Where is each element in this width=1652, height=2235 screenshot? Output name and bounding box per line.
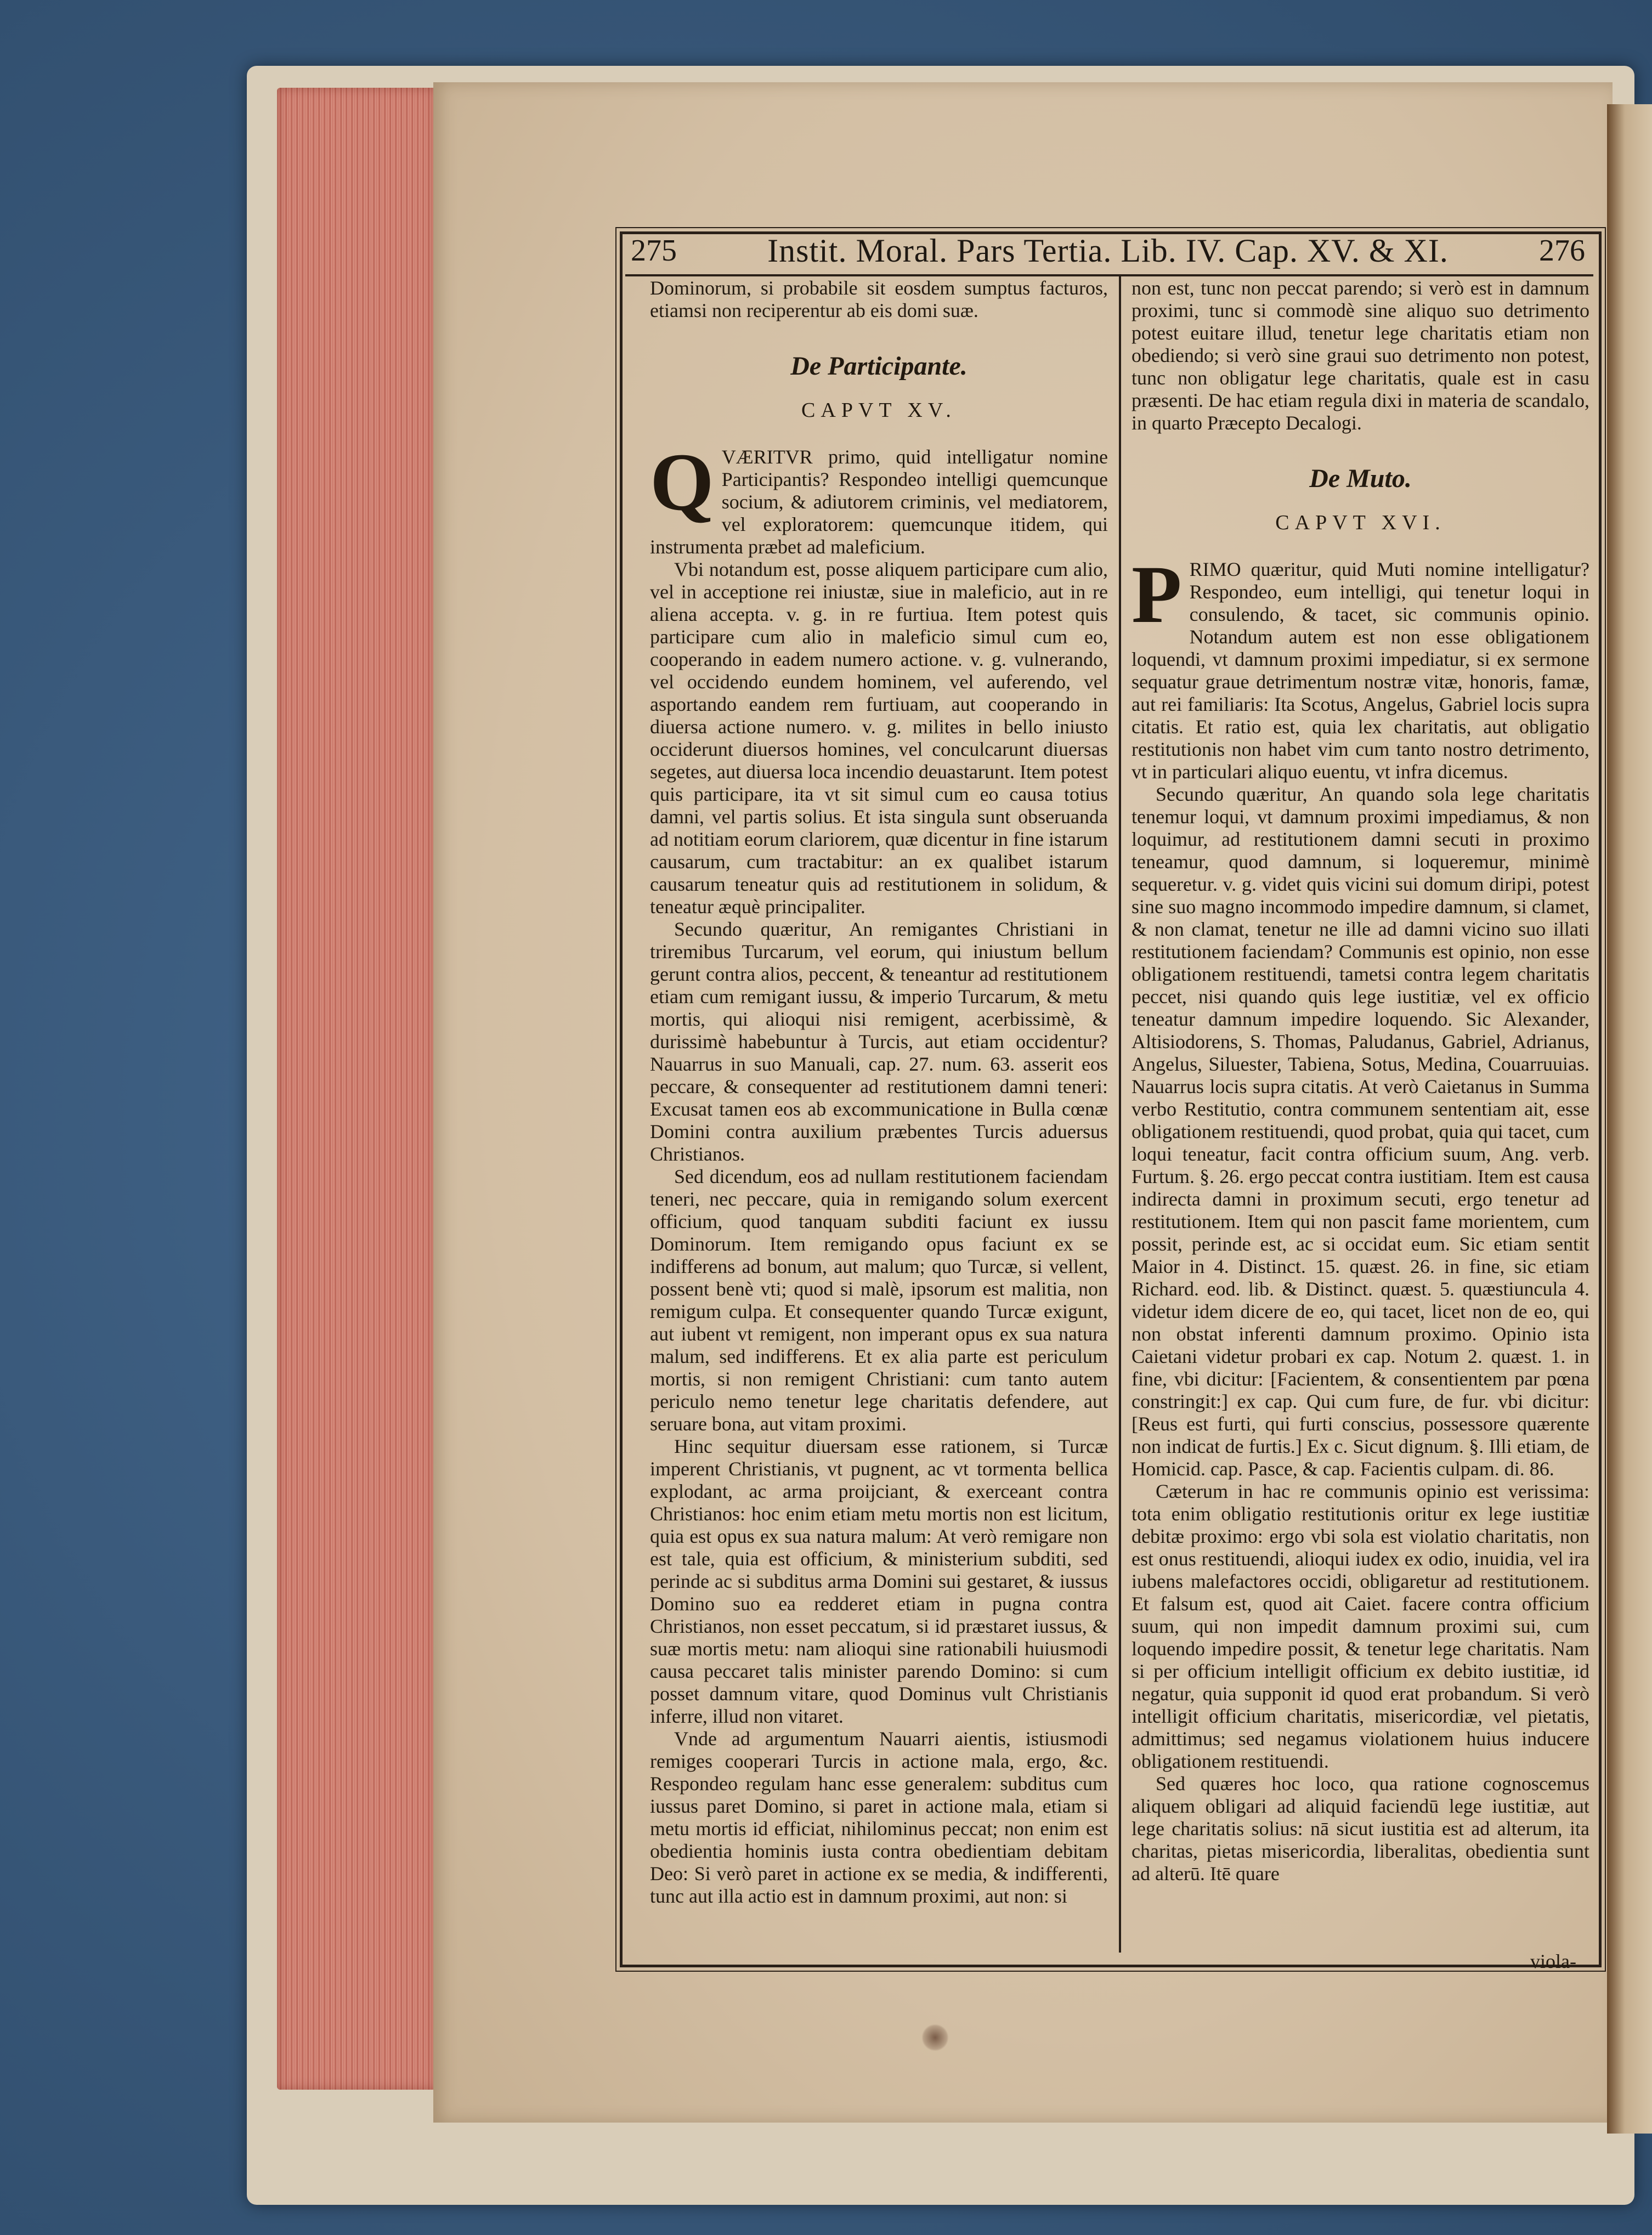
left-column [650,277,1108,1908]
chapter-heading-xvi: CAPVT XVI. [1275,511,1446,534]
drop-cap-q: Q [650,437,714,528]
section-title-participante: De Participante. [790,352,968,381]
left-paragraph-2: Vbi notandum est, posse aliquem participare cum alio, vel in acceptione rei iniustæ, siue in maleficio, aut in re aliena accepta. v. g. in re furtiua. Item potest quis participare cum alio in maleficio simul cum eo, cooperando in eadem numero actione. v. g. vulnerando, vel occidendo eundem hominem, vel auferendo, vel asportando eandem rem furtiuam, aut cooperando in diuersa actione numero. v. g. milites in bello iniusto occiderunt diuersos homines, vel conculcarunt diuersas segetes, aut diuersa loca incendio deuastarunt. Item potest quis participare, ita vt sit simul cum eo causa totius damni, vel partis solius. Et ista singula sunt obseruanda ad notitiam eorum clariorem, quæ dicentur in fine istarum causarum, cum tractabitur: an ex qualibet istarum causarum teneatur quis ad restitutionem in solidum, & teneatur æquè principaliter. [650,558,1108,918]
chapter-heading-xv: CAPVT XV. [801,399,957,422]
drop-cap-p: P [1131,549,1182,640]
header-rule [625,274,1593,276]
right-paragraph-1 [1131,549,1589,783]
page-edges [277,88,436,2090]
left-paragraph-1 [650,437,1108,558]
ink-stain [921,2024,949,2051]
right-paragraph-2: Secundo quæritur, An quando sola lege charitatis tenemur loqui, vt damnum proximi impediamus, & non loquimur, ad restitutionem damni secuti in proximo teneamur, quod damnum, si loqueremur, minimè sequeretur. v. g. videt quis vicini sui domum diripi, potest sine suo magno incommodo impedire damnum, si clamet, & non clamat, tenetur ne ille ad damni vicino suo illati restitutionem faciendam? Communis est opinio, non esse obligationem restituendi, tametsi contra legem charitatis peccet, nisi quando quis lege iustitiæ, vel ex officio teneatur damnum impedire loquendo. Sic Alexander, Altisiodorens, S. Thomas, Paludanus, Gabriel, Adrianus, Angelus, Siluester, Tabiena, Sotus, Medina, Couarruuias. Nauarrus locis supra citatis. At verò Caietanus in Summa verbo Restitutio, contra communem sententiam ait, esse obligationem restituendi, quod probat, quia qui tacet, cum loqui teneatur, facit contra officium suum, Ang. verb. Furtum. §. 26. ergo peccat contra iustitiam. Item est causa indirecta damni in proximum secuti, ergo tenetur ad restitutionem. Item qui non pascit fame morientem, cum possit, perinde est, ac si occidat eum. Sic etiam sentit Maior in 4. Distinct. 15. quæst. 26. in fine, sic etiam Richard. eod. lib. & Distinct. quæst. 5. quæstiuncula 4. videtur idem dicere de eo, qui tacet, licet non de eo, qui non obstat inferenti damnum proximo. Opinio ista Caietani videtur probari ex cap. Notum 2. quæst. 1. in fine, vbi dicitur: [Facientem, & consentientem par pœna constringit:] ex cap. Qui cum fure, de fur. vbi dicitur: [Reus est furti, qui furti conscius, possessore quærente non indicat de furtis.] Ex c. Sicut dignum. §. Illi etiam, de Homicid. cap. Pasce, & cap. Facientis culpam. di. 86. [1131,783,1589,1480]
book-gutter [1607,104,1652,2134]
right-paragraph-1-text: RIMO quæritur, quid Muti nomine intelligatur? Respondeo, eum intelligi, qui tenetur loqui in consulendo, & tacet, sic communis opinio. Notandum autem est non esse obligationem loquendi, vt damnum proximi impediatur, si ex sermone sequatur graue detrimentum nostræ vitæ, honoris, famæ, aut rei familiaris: Ita Scotus, Angelus, Gabriel locis supra citatis. Et ratio est, quia lex charitatis, aut obligatio restitutionis non habet vim cum tanto nostro detrimento, vt in particulari aliquo euentu, vt infra dicemus. [1131,558,1589,783]
left-paragraph-4: Sed dicendum, eos ad nullam restitutionem faciendam teneri, nec peccare, quia in remigando solum exercent officium, quod tanquam subditi faciunt ex iussu Dominorum. Item remigando opus faciunt ex se indifferens ad bonum, aut malum; quo Turcæ, si vellent, possent benè vti; quod si malè, ipsorum est malitia, non remigum culpa. Et consequenter quando Turcæ exigunt, aut iubent vt remigent, non imperant opus ex sua natura malum, sed indifferens. Et ex alia parte est periculum mortis, si non remigent Christiani: cum tanto autem periculo nemo tenetur lege charitatis defendere, aut seruare bona, aut vitam proximi. [650,1165,1108,1435]
left-paragraph-3: Secundo quæritur, An remigantes Christiani in triremibus Turcarum, vel eorum, qui iniustum bellum gerunt contra alios, peccent, & teneantur ad restitutionem etiam cum remigant iussu, & imperio Turcarum, & metu mortis, qui alioqui nisi remigent, acerbissimè, & durissimè habebuntur à Turcis, aut etiam occidentur? Nauarrus in suo Manuali, cap. 27. num. 63. asserit eos peccare, & consequenter ad restitutionem damni teneri: Excusat tamen eos ab excommunicatione in Bulla cœnæ Domini contra auxilium præbentes Turcis aduersus Christianos. [650,918,1108,1165]
left-continuation: Dominorum, si probabile sit eosdem sumptus facturos, etiamsi non reciperentur ab eis domi suæ. [650,277,1108,321]
right-column [1131,277,1589,1885]
page-header [631,229,1585,272]
page-number-right: 276 [1539,234,1585,268]
column-rule [1119,274,1121,1953]
page-number-left: 275 [631,234,677,268]
left-paragraph-5: Hinc sequitur diuersam esse rationem, si Turcæ imperent Christianis, vt pugnent, ac vt tormenta bellica explodant, ac arma proijciant, & exerceant contra Christianos: hoc enim etiam metu mortis non est licitum, quia est opus ex sua natura malum: At verò remigare non est tale, quia est officium, & ministerium subditi, sed perinde ac si subditus arma Domini sui gestaret, & iussus Domino suo ea redderet etiam in pugna contra Christianos, non esset peccatum, si id præstaret iussus, & suæ mortis metu: nam alioqui sine rationabili huiusmodi causa peccaret talis minister parendo Domino: si cum posset damnum vitare, quod Dominus vult Christianis inferre, illud non vitaret. [650,1435,1108,1727]
left-paragraph-6: Vnde ad argumentum Nauarri aientis, istiusmodi remiges cooperari Turcis in actione mala, ergo, &c. Respondeo regulam hanc esse generalem: subditus cum iussus paret Domino, si paret in actione mala, etiam si metu mortis id efficiat, nihilominus peccat; non enim est obedientia hominis iusta contra obedientiam debitam Deo: Si verò paret in actione ex se media, & indifferenti, tunc aut illa actio est in damnum proximi, aut non: si [650,1728,1108,1907]
catchword: viola- [1530,1950,1576,1972]
right-paragraph-4: Sed quæres hoc loco, qua ratione cognoscemus aliquem obligari ad aliquid faciendū lege iustitiæ, aut lege charitatis solius: nā sicut iustitia est ad alterum, ita charitas, pietas misericordia, liberalitas, obedientia sunt ad alterū. Itē quare [1131,1773,1589,1885]
section-title-muto: De Muto. [1309,464,1412,493]
running-title: Instit. Moral. Pars Tertia. Lib. IV. Cap. XV. & XI. [767,232,1449,269]
right-continuation: non est, tunc non peccat parendo; si verò est in damnum proximi, tunc si commodè sine aliquo suo detrimento potest euitare illud, tenetur lege charitatis etiam non obediendo; si verò sine graui suo detrimento non potest, tunc non obligatur lege charitatis, quale est in casu præsenti. De hac etiam regula dixi in materia de scandalo, in quarto Præcepto Decalogi. [1131,277,1589,434]
left-paragraph-1-text: VÆRITVR primo, quid intelligatur nomine Participantis? Respondeo intelligi quemcunque socium, & adiutorem criminis, vel mediatorem, vel exploratorem: quemcunque itidem, qui instrumenta præbet ad maleficium. [650,446,1108,558]
right-paragraph-3: Cæterum in hac re communis opinio est verissima: tota enim obligatio restitutionis oritur ex lege iustitiæ debitæ proximo: ergo vbi sola est violatio charitatis, non est onus restituendi, alioqui iudex ex odio, inuidia, vel ira iubens malefactores occidi, obligaretur ad restitutionem. Et falsum est, quod ait Caiet. facere contra officium suum, qui non impedit damnum proximi sui, cum loquendo impedire possit, & tenetur lege charitatis. Nam si per officium intelligit officium ex debito iustitiæ, id negatur, quia supponit id quod erat probandum. Si verò intelligit officium charitatis, misericordiæ, vel pietatis, admittimus; sed negamus violationem huius inducere obligationem restituendi. [1131,1480,1589,1772]
